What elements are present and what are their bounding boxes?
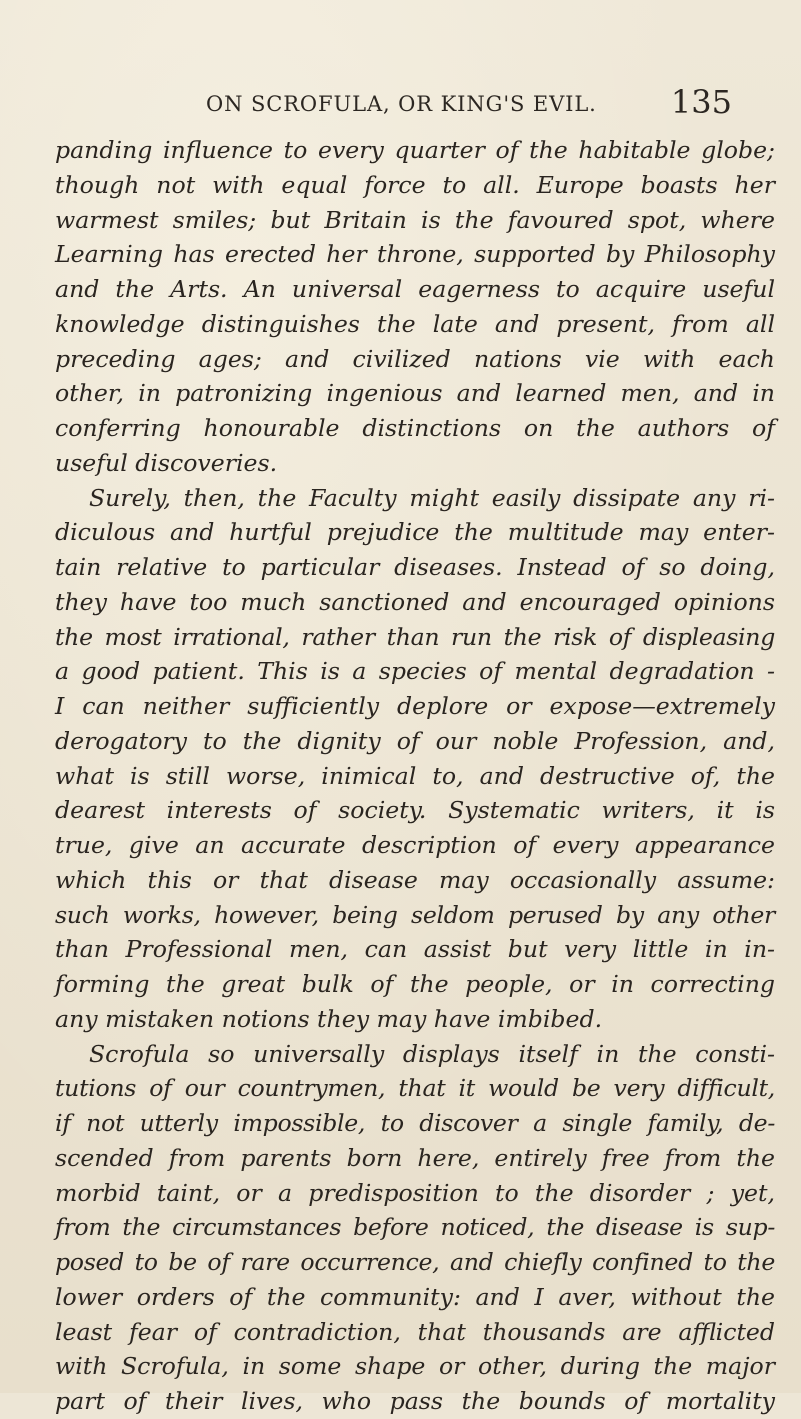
text-line: Learning has erected her throne, supported by Philosophy [55, 240, 775, 269]
text-line: than Professional men, can assist but very little in in- [55, 935, 775, 964]
text-line: least fear of contradiction, that thousands are afflicted [55, 1317, 775, 1346]
text-line: other, in patronizing ingenious and learned men, and in [55, 379, 775, 408]
text-line: they have too much sanctioned and encouraged opinions [55, 587, 775, 616]
text-line: though not with equal force to all. Europe boasts her [55, 170, 775, 199]
body-text [55, 133, 775, 1419]
text-line: a good patient. This is a species of mental degradation - [55, 657, 775, 686]
text-line: morbid taint, or a predisposition to the disorder ; yet, [55, 1178, 775, 1207]
text-line: part of their lives, who pass the bounds of mortality [55, 1387, 775, 1415]
text-line: dearest interests of society. Systematic writers, it is [55, 796, 775, 825]
text-line: any mistaken notions they may have imbibed. [55, 1004, 603, 1033]
text-line: useful discoveries. [55, 448, 278, 477]
text-line: with Scrofula, in some shape or other, during the major [55, 1352, 775, 1381]
text-line: the most irrational, rather than run the risk of displeasing [55, 622, 775, 651]
text-line: lower orders of the community: and I aver, without the [55, 1282, 775, 1311]
text-line: derogatory to the dignity of our noble Profession, and, [55, 726, 775, 755]
text-line: forming the great bulk of the people, or in correcting [55, 970, 775, 998]
text-line: if not utterly impossible, to discover a single family, de- [55, 1109, 775, 1137]
text-line: such works, however, being seldom perused by any other [55, 900, 775, 929]
text-line: scended from parents born here, entirely free from the [55, 1143, 775, 1172]
text-line: diculous and hurtful prejudice the multitude may enter- [55, 518, 775, 547]
text-line: panding influence to every quarter of the habitable globe; [55, 136, 775, 164]
text-line: warmest smiles; but Britain is the favoured spot, where [55, 205, 775, 234]
text-line: conferring honourable distinctions on the authors of [55, 414, 775, 442]
paragraph-start: Surely, then, the Faculty might easily dissipate any ri- [89, 483, 775, 512]
text-line: preceding ages; and civilized nations vie with each [55, 344, 775, 373]
text-line: tutions of our countrymen, that it would be very difficult, [55, 1074, 775, 1103]
page-header [60, 83, 760, 128]
paragraph-start: Scrofula so universally displays itself in the consti- [89, 1039, 775, 1068]
text-line: posed to be of rare occurrence, and chiefly confined to the [55, 1248, 775, 1276]
text-line: what is still worse, inimical to, and destructive of, the [55, 761, 775, 790]
running-title: ON SCROFULA, OR KING'S EVIL. [206, 92, 597, 116]
text-line: and the Arts. An universal eagerness to acquire useful [55, 275, 775, 303]
text-line: which this or that disease may occasionally assume: [55, 865, 775, 894]
text-line: I can neither sufficiently deplore or expose—extremely [55, 692, 775, 720]
page-number: 135 [670, 83, 732, 121]
text-line: tain relative to particular diseases. Instead of so doing, [55, 553, 775, 581]
text-line: knowledge distinguishes the late and present, from all [55, 309, 775, 338]
text-line: from the circumstances before noticed, the disease is sup- [55, 1213, 775, 1242]
text-line: true, give an accurate description of every appearance [55, 831, 775, 859]
